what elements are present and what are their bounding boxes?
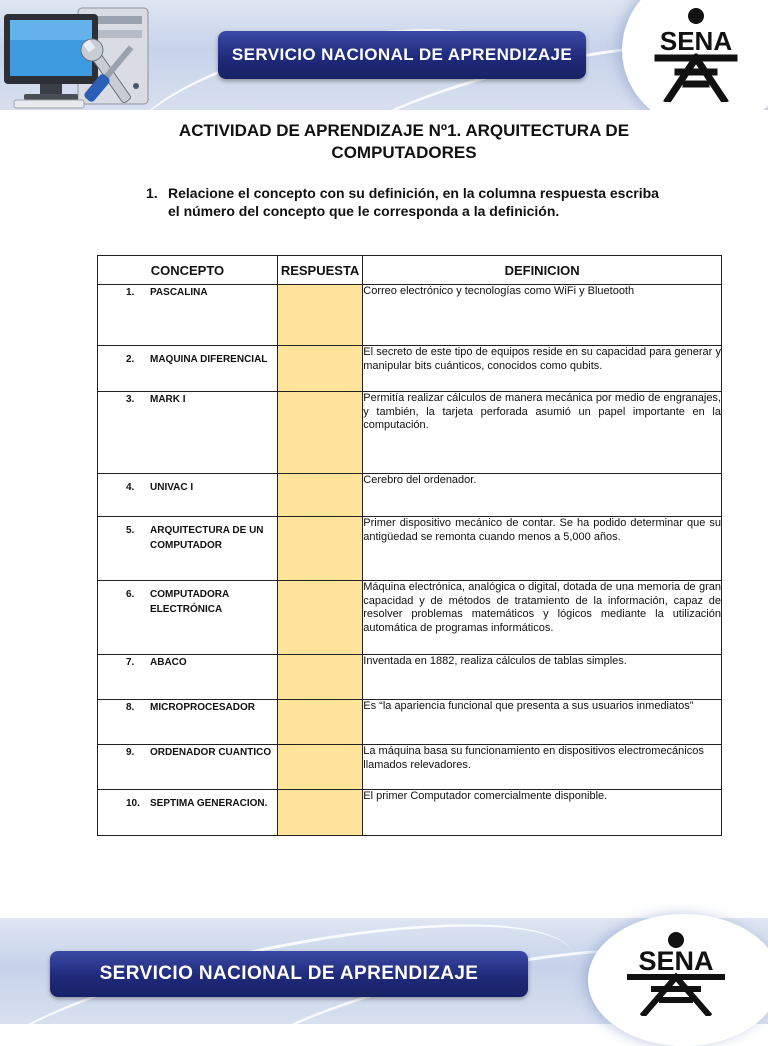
concept-label: COMPUTADORA ELECTRÓNICA (150, 589, 229, 615)
logo-text: SENA (638, 946, 714, 976)
concept-number: 4. (126, 482, 135, 493)
concept-label: MARK I (150, 394, 186, 405)
concept-number: 5. (126, 525, 135, 536)
answer-cell[interactable] (277, 285, 362, 346)
table-row (98, 346, 722, 392)
concept-cell (98, 517, 278, 581)
concept-number: 3. (126, 394, 135, 405)
concept-number: 1. (126, 287, 135, 298)
concept-cell (98, 285, 278, 346)
definition-cell: Correo electrónico y tecnologías como WiFi y Bluetooth (363, 285, 722, 346)
instruction (146, 184, 666, 220)
definition-cell: Primer dispositivo mecánico de contar. Se ha podido determinar que su antigüedad se remonta cuando menos a 5,000 años. (363, 517, 722, 581)
column-header-concepto: CONCEPTO (98, 256, 278, 285)
concept-number: 8. (126, 702, 135, 713)
instruction-text: Relacione el concepto con su definición, en la columna respuesta escriba el número del concepto que le corresponda a la definición. (168, 185, 659, 219)
concept-cell (98, 790, 278, 836)
concept-cell (98, 700, 278, 745)
definition-cell: El secreto de este tipo de equipos reside en su capacidad para generar y manipular bits cuánticos, conocidos como qubits. (363, 346, 722, 392)
answer-cell[interactable] (277, 392, 362, 474)
definition-cell: Cerebro del ordenador. (363, 474, 722, 517)
concept-cell (98, 346, 278, 392)
table-row (98, 745, 722, 790)
concept-label: UNIVAC I (150, 482, 194, 493)
answer-cell[interactable] (277, 655, 362, 700)
definition-cell: La máquina basa su funcionamiento en dispositivos electromecánicos llamados relevadores. (363, 745, 722, 790)
answer-cell[interactable] (277, 517, 362, 581)
concept-label: ABACO (150, 657, 187, 668)
table-row (98, 285, 722, 346)
definition-cell: Inventada en 1882, realiza cálculos de tablas simples. (363, 655, 722, 700)
definition-cell: Permitía realizar cálculos de manera mecánica por medio de engranajes, y también, la tarjeta perforada asumió un papel importante en la computación. (363, 392, 722, 474)
sena-logo (648, 6, 744, 102)
table-row (98, 517, 722, 581)
answer-cell[interactable] (277, 745, 362, 790)
concept-cell (98, 392, 278, 474)
table-row (98, 790, 722, 836)
page-title (98, 120, 710, 164)
instruction-number: 1. (146, 185, 158, 201)
answer-cell[interactable] (277, 474, 362, 517)
concept-number: 7. (126, 657, 135, 668)
table-row (98, 700, 722, 745)
sena-logo (616, 930, 736, 1016)
concept-label: PASCALINA (150, 287, 208, 298)
concept-label: ARQUITECTURA DE UN COMPUTADOR (150, 525, 264, 551)
header-title: SERVICIO NACIONAL DE APRENDIZAJE (218, 31, 586, 79)
definition-cell: Máquina electrónica, analógica o digital, dotada de una memoria de gran capacidad y de métodos de tratamiento de la información, capaz de resolver problemas matemáticos y lógicos mediante la utilización automática de programas informáticos. (363, 581, 722, 655)
column-header-respuesta: RESPUESTA (277, 256, 362, 285)
concept-number: 6. (126, 589, 135, 600)
answer-cell[interactable] (277, 790, 362, 836)
title-line-2: COMPUTADORES (331, 143, 477, 162)
title-line-1: ACTIVIDAD DE APRENDIZAJE Nº1. ARQUITECTURA DE (178, 121, 630, 140)
table-row (98, 474, 722, 517)
concept-cell (98, 474, 278, 517)
concept-number: 2. (126, 354, 135, 365)
answer-cell[interactable] (277, 700, 362, 745)
table-header-row (98, 256, 722, 285)
footer-title: SERVICIO NACIONAL DE APRENDIZAJE (50, 951, 528, 997)
concept-table (97, 255, 722, 836)
header-banner (0, 0, 768, 110)
concept-label: MAQUINA DIFERENCIAL (150, 354, 268, 365)
answer-cell[interactable] (277, 581, 362, 655)
concept-cell (98, 655, 278, 700)
table-row (98, 655, 722, 700)
concept-label: MICROPROCESADOR (150, 702, 256, 713)
definition-cell: El primer Computador comercialmente disponible. (363, 790, 722, 836)
concept-label: SEPTIMA GENERACION. (150, 798, 268, 809)
computer-with-tools-icon (0, 4, 160, 110)
concept-label: ORDENADOR CUANTICO (150, 747, 272, 758)
concept-number: 9. (126, 747, 135, 758)
table-row (98, 581, 722, 655)
column-header-definicion: DEFINICION (363, 256, 722, 285)
concept-cell (98, 581, 278, 655)
table-row (98, 392, 722, 474)
logo-text: SENA (659, 26, 733, 56)
answer-cell[interactable] (277, 346, 362, 392)
definition-cell: Es “la apariencia funcional que presenta a sus usuarios inmediatos” (363, 700, 722, 745)
concept-number: 10. (126, 798, 140, 809)
concept-cell (98, 745, 278, 790)
